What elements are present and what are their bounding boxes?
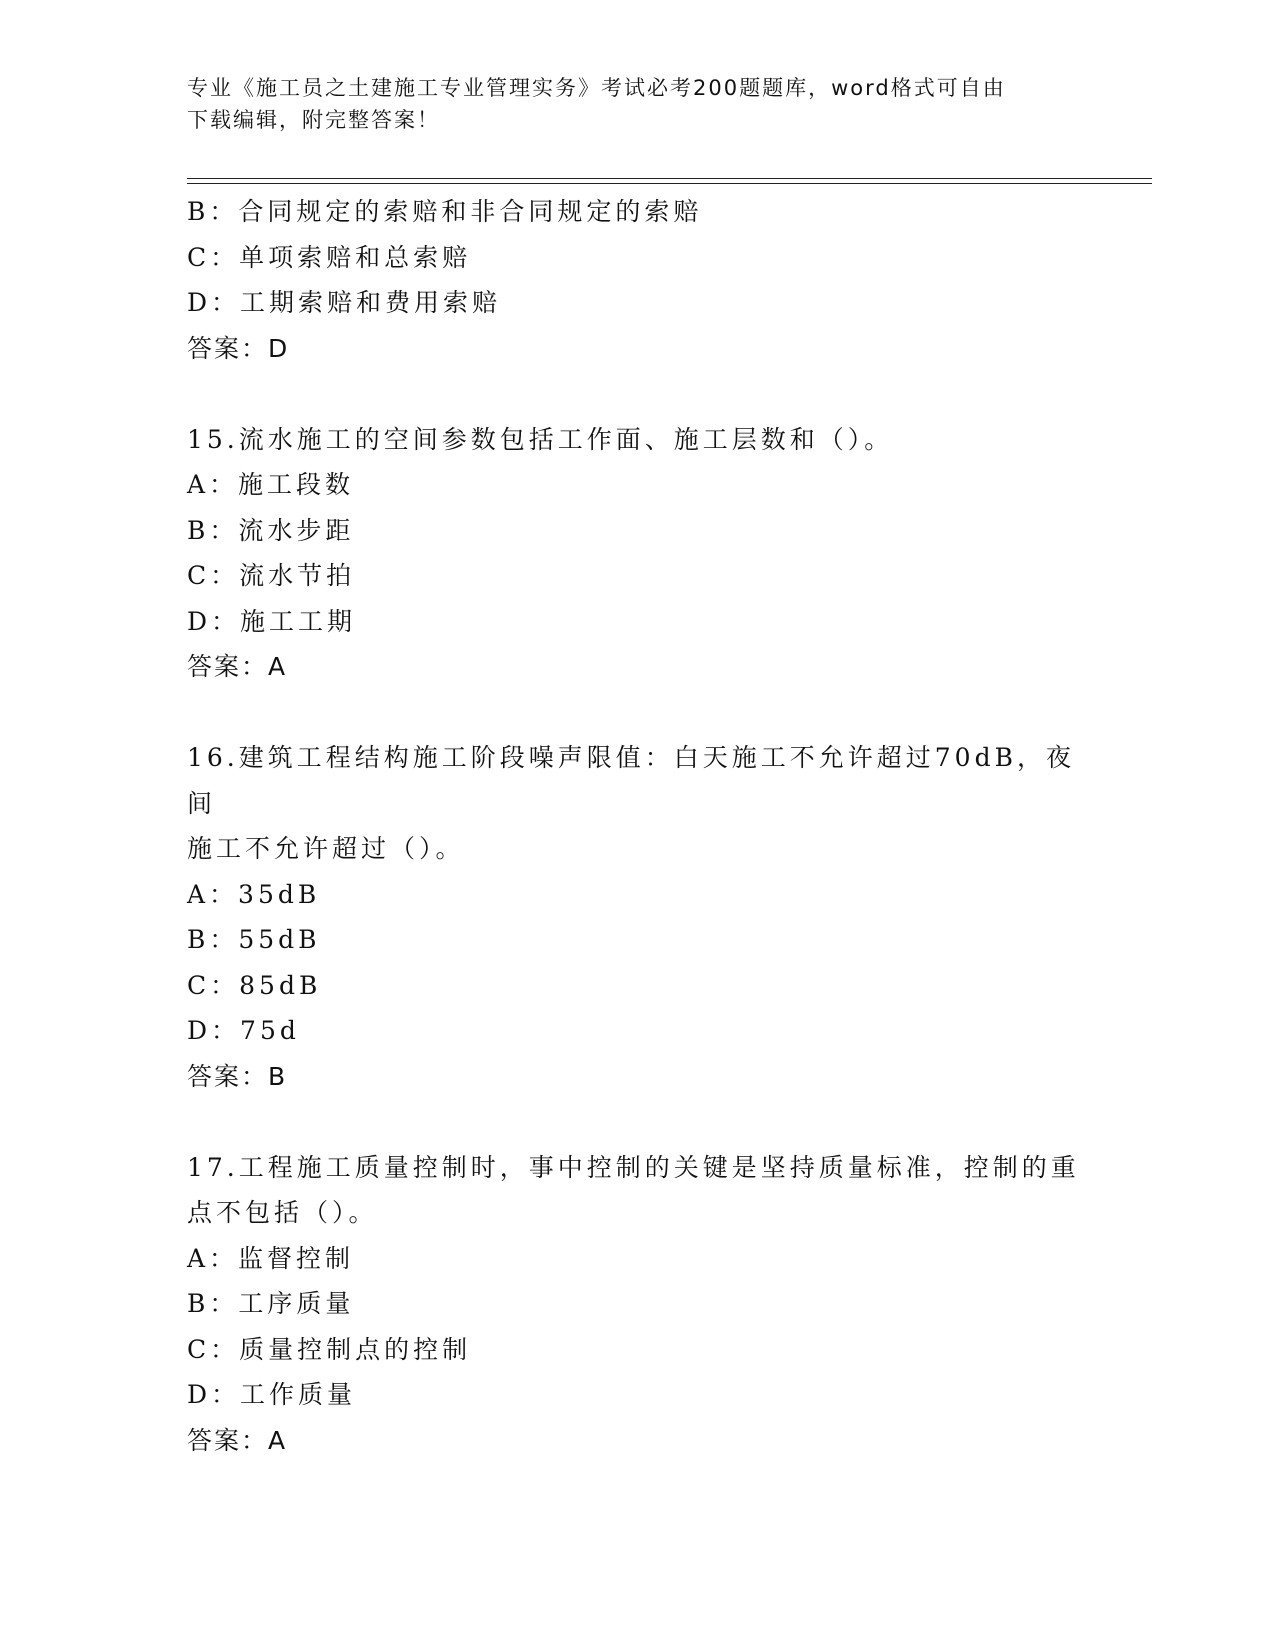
option-b: B：工序质量 (187, 1289, 355, 1318)
option-c: C：单项索赔和总索赔 (187, 242, 472, 272)
option-c: C：流水节拍 (187, 561, 356, 590)
option-a: A：施工段数 (187, 470, 355, 499)
option-d: D：工期索赔和费用索赔 (187, 288, 502, 317)
question-text: 15.流水施工的空间参数包括工作面、施工层数和（）。 (187, 424, 894, 454)
option-b: B：流水步距 (187, 515, 355, 545)
question-text-line-1: 17.工程施工质量控制时，事中控制的关键是坚持质量标准，控制的重 (187, 1152, 1080, 1182)
option-b: B：合同规定的索赔和非合同规定的索赔 (187, 197, 703, 226)
option-c: C：85dB (187, 970, 322, 1000)
header-divider-bottom (187, 183, 1152, 184)
answer-line: 答案：A (187, 1425, 288, 1455)
question-text-line-2: 点不包括（）。 (187, 1198, 378, 1227)
option-d: D：75d (187, 1016, 300, 1045)
spacer (187, 1099, 1087, 1145)
spacer (187, 371, 1087, 417)
question-block-15 (187, 417, 1087, 690)
answer-line: 答案：A (187, 652, 288, 681)
option-d: D：工作质量 (187, 1380, 357, 1409)
question-text-line-1: 16.建筑工程结构施工阶段噪声限值：白天施工不允许超过70dB，夜间 (187, 743, 1075, 818)
answer-line: 答案：D (187, 333, 290, 363)
question-block-14 (187, 189, 1087, 371)
option-b: B：55dB (187, 925, 321, 954)
option-d: D：施工工期 (187, 606, 357, 636)
spacer (187, 690, 1087, 736)
document-header (187, 72, 1067, 136)
question-block-16 (187, 735, 1087, 1099)
header-divider-top (187, 178, 1152, 179)
header-line-1: 专业《施工员之土建施工专业管理实务》考试必考200题题库，word格式可自由 (187, 76, 1006, 100)
document-body (187, 189, 1087, 1463)
header-line-2: 下载编辑，附完整答案！ (187, 108, 440, 132)
option-a: A：监督控制 (187, 1243, 355, 1273)
answer-line: 答案：B (187, 1061, 288, 1091)
question-text-line-2: 施工不允许超过（）。 (187, 834, 465, 863)
option-a: A：35dB (187, 879, 321, 909)
option-c: C：质量控制点的控制 (187, 1334, 472, 1364)
question-block-17 (187, 1145, 1087, 1464)
